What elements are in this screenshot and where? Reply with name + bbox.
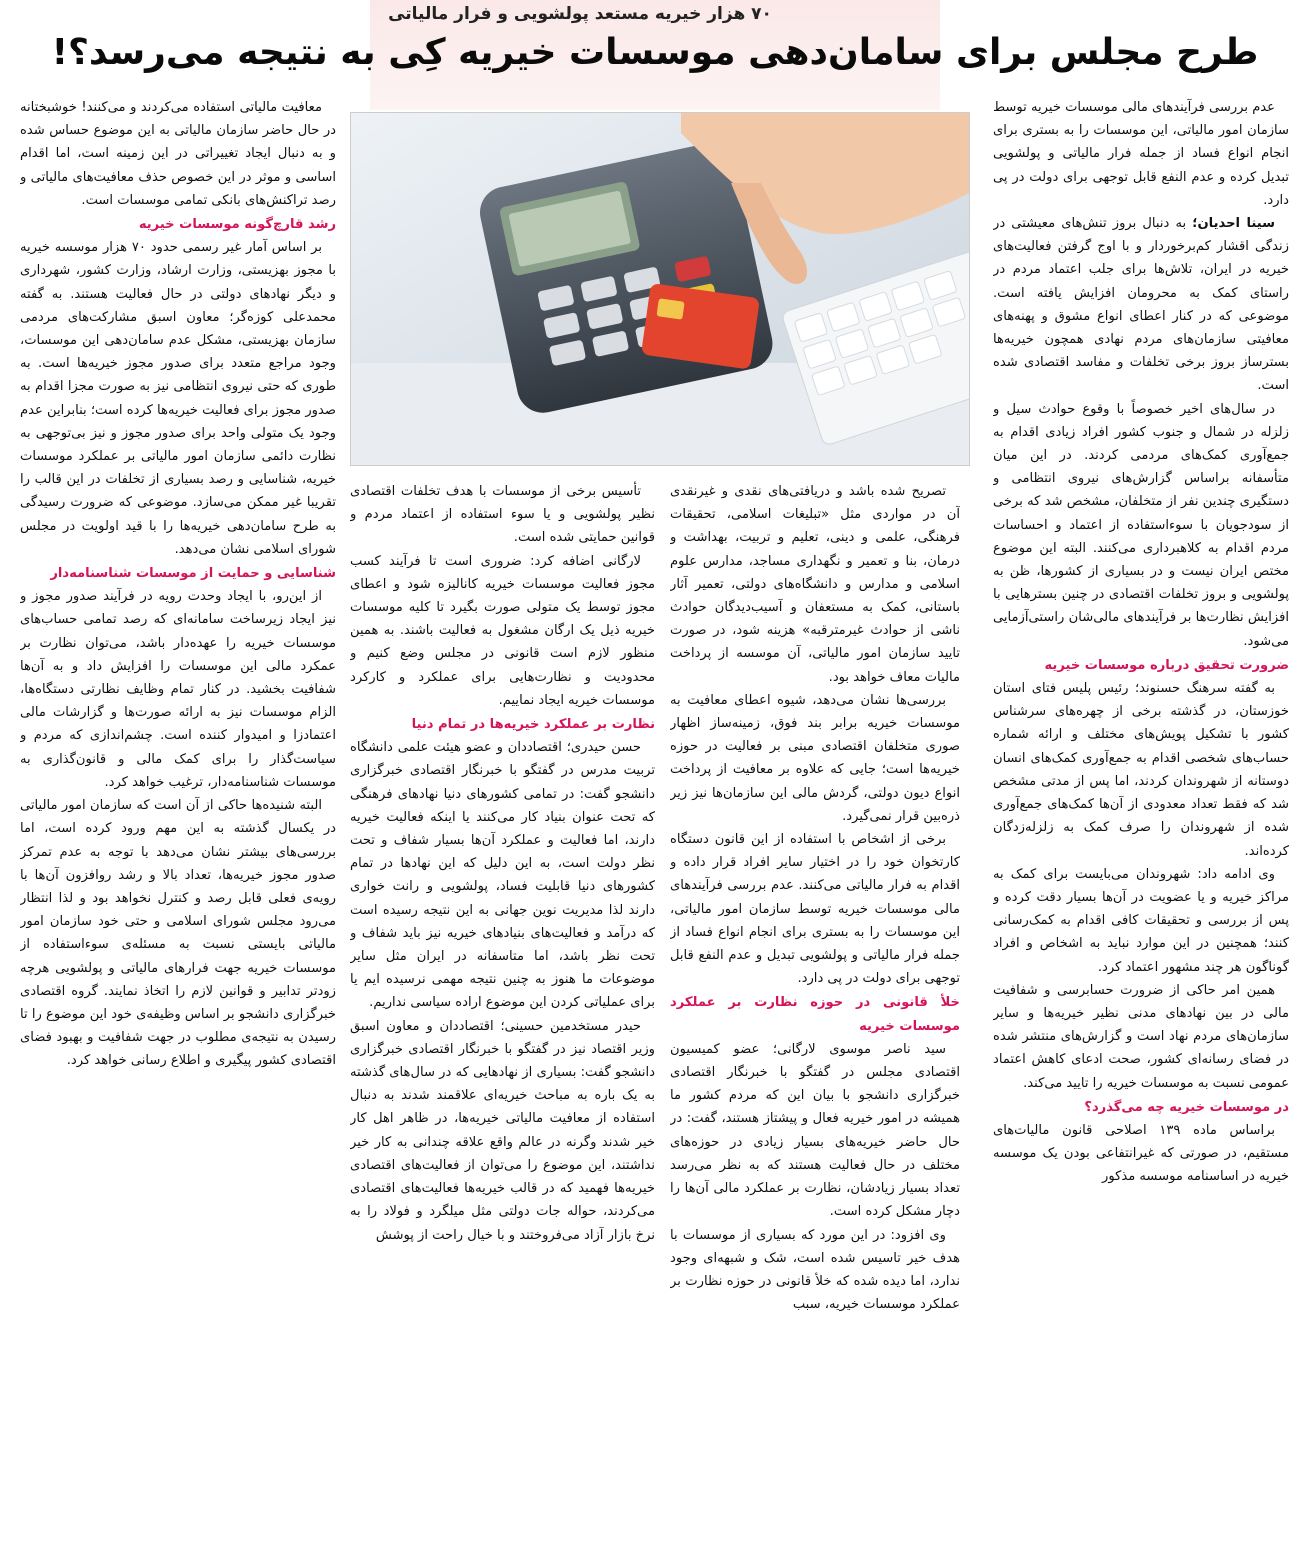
paragraph <box>993 212 1289 398</box>
paragraph: وی افزود: در این مورد که بسیاری از موسسات با هدف خیر تاسیس شده است، شک و شبهه‌ای وجود ندارد، اما دیده شده که خلأ قانونی در حوزه نظارت بر عملکرد موسسات خیریه، سبب <box>670 1227 960 1313</box>
paragraph: وی ادامه داد: شهروندان می‌بایست برای کمک به مراکز خیریه و یا عضویت در آن‌ها بسیار دقت کرده و پس از بررسی و تحقیقات کافی اقدام به کمک‌رسانی کنند؛ همچنین در این موارد نباید به اشخاص و افراد گوناگون هر چند مشهور اعتماد کرد. <box>993 866 1289 975</box>
headline: طرح مجلس برای سامان‌دهی موسسات خیریه کِی به نتیجه می‌رسد؟! <box>51 32 1259 73</box>
article-column-4 <box>20 96 336 1536</box>
paragraph: از این‌رو، با ایجاد وحدت رویه در فرآیند صدور مجوز و نیز ایجاد زیرساخت سامانه‌ای که رصد تمامی حساب‌های موسسات خیریه را عهده‌دار باشد، می‌توان نظارت بر عمکرد مالی این موسسات را افزایش داد و به آن‌ها شفافیت بخشید. در کنار تمام وظایف نظارتی دستگاه‌ها، الزام موسسات نیز به ارائه صورت‌ها و گزارشات مالی اعتمادزا و امیدوار کننده است. چشم‌اندازی که مردم و سیاست‌گذار را برای کمک مالی و قانون‌گذاری به موسسات شناسنامه‌دار، ترغیب خواهد کرد. <box>20 589 336 790</box>
subheading: رشد قارچ‌گونه موسسات خیریه <box>138 217 336 233</box>
paragraph: حیدر مستخدمین حسینی؛ اقتصاددان و معاون اسبق وزیر اقتصاد نیز در گفتگو با خبرنگار اقتصادی خبرگزاری دانشجو گفت: بسیاری از نهادهایی که در سال‌های گذشته به یک باره به مباحث خیریه‌ای علاقمند شدند به دنبال استفاده از معافیت مالیاتی خیریه‌ها، در ظاهر اهل کار خیر شدند وگرنه در عالم واقع علاقه چندانی به کار خیر نداشتند، این موضوع را می‌توان از فعالیت‌های اقتصادی خیریه‌ها فهمید که در قالب خیریه‌ها فعالیت‌های اقتصادی می‌کردند، حواله جات دولتی مثل میلگرد و فولاد را به نرخ بازار آزاد می‌فروختند و با خیال راحت از پوشش <box>350 1018 655 1243</box>
paragraph-text: به دنبال بروز تنش‌های معیشتی در زندگی اقشار کم‌برخوردار و با اوج گرفتن فعالیت‌های خیریه در ایران، تلاش‌ها برای جلب اعتماد مردم در راستای کمک به محرومان افزایش یافته است. موضوعی که در کنار اعطای انواع مشوق و پهنه‌های معافیتی سازمان‌های مردم نهادی همچون خیریه‌ها بستر‌ساز بروز برخی تخلفات و مفاسد اقتصادی شده است. <box>993 216 1289 394</box>
paragraph: سید ناصر موسوی لارگانی؛ عضو کمیسیون اقتصادی مجلس در گفتگو با خبرنگار اقتصادی خبرگزاری دانشجو با بیان این که مردم کشور ما همیشه در امور خیریه فعال و پیشتاز هستند، گفت: در حال حاضر خیریه‌های بسیار زیادی در حوزه‌های مختلف در حال فعالیت هستند که به نظر می‌رسد تعداد بسیار زیادشان، نظارت بر عملکرد مالی آن‌ها را دچار مشکل کرده است. <box>670 1041 960 1220</box>
paragraph: همین امر حاکی از ضرورت حسابرسی و شفافیت مالی در بین نهادهای مدنی نظیر خیریه‌ها و سایر سازمان‌های مردم نهاد است و گزارش‌های منتشر شده در فضای رسانه‌ای کشور، صحت ادعای کاهش اعتماد عمومی نسبت به موسسات خیریه را تایید می‌کند. <box>993 982 1289 1091</box>
paragraph: براساس ماده ۱۳۹ اصلاحی قانون مالیات‌های مستقیم، در صورتی که غیرانتفاعی بودن یک موسسه خیریه در اساسنامه موسسه مذکور <box>993 1122 1289 1185</box>
paragraph: البته شنیده‌ها حاکی از آن است که سازمان امور مالیاتی در یکسال گذشته به این مهم ورود کرده است، اما بررسی‌های بیشتر نشان می‌دهد با توجه به عدم تمرکز صدور مجوز خیریه‌ها، تعداد بالا و رشد روافزون آن‌ها با رویه‌ی فعلی قابل رصد و کنترل نخواهد بود و لذا انتظار می‌رود مجلس شورای اسلامی و حتی خود سازمان امور مالیاتی بایستی نسبت به مسئله‌ی سوءاستفاده از موسسات خیریه جهت فرارهای مالیاتی و پولشویی هرچه زودتر تدابیر و قوانین لازم را اتخاذ نمایند. گروه اقتصادی خبرگزاری دانشجو بر اساس وظیفه‌ی خود این موضوع را تا رسیدن به نتیجه‌ی مطلوب در جهت شفافیت و بهبود فضای اقتصادی کشور پیگیری و اطلاع رسانی خواهد کرد. <box>20 798 336 1069</box>
byline: سینا احدیان؛ <box>1192 216 1276 232</box>
subheading: خلأ قانونی در حوزه نظارت بر عملکرد موسسات خیریه <box>670 995 960 1034</box>
article-column-2 <box>670 480 960 1540</box>
paragraph: برخی از اشخاص با استفاده از این قانون دستگاه کارتخوان خود را در اختیار سایر افراد قرار داده و اقدام به فرار مالیاتی می‌کنند. عدم بررسی فرآیندهای مالی موسسات خیریه توسط سازمان امور مالیاتی، این موسسات را به بستری برای انجام انواع فساد از جمله فرار مالیاتی و پولشویی تبدیل و عدم النفع قابل توجهی برای دولت در پی دارد. <box>670 832 960 987</box>
paragraph: معافیت مالیاتی استفاده می‌کردند و می‌کنند! خوشبختانه در حال حاضر سازمان مالیاتی به این موضوع حساس شده و به دنبال ایجاد تغییراتی در این زمینه است، اما اقدام اساسی و موثر در این خصوص حذف معافیت‌های مالیاتی و رصد تراکنش‌های بانکی تمامی موسسات است. <box>20 100 336 208</box>
paragraph: عدم بررسی فرآیندهای مالی موسسات خیریه توسط سازمان امور مالیاتی، این موسسات را به بستری برای انجام انواع فساد از جمله فرار مالیاتی و پولشویی تبدیل کرده و عدم النفع قابل توجهی برای دولت در پی دارد. <box>993 100 1289 208</box>
paragraph: به گفته سرهنگ حسنوند؛ رئیس پلیس فتای استان خوزستان، در گذشته برخی از چهره‌های سرشناس کشور با تشکیل پویش‌های مختلف و ارائه شماره حساب‌های شخصی اقدام به جمع‌آوری کمک‌های انسان دوستانه از شهروندان کردند، اما پس از مدتی مشخص شد که فقط تعداد معدودی از آن‌ها کمک‌های جمع‌آوری شده از شهروندان را صرف کمک به زلزله‌زدگان کرده‌اند. <box>993 681 1289 859</box>
paragraph: لارگانی اضافه کرد: ضروری است تا فرآیند کسب مجوز فعالیت موسسات خیریه کانالیزه شود و اعطای مجوز توسط یک متولی صورت بگیرد تا کلیه موسسات خیریه ذیل یک ارگان مشغول به فعالیت باشند. به همین منظور لازم است قانونی در مجلس وضع کنیم و محدودیت و نظارت‌هایی برای عملکرد و کارکرد موسسات خیریه ایجاد نماییم. <box>350 553 655 708</box>
paragraph: حسن حیدری؛ اقتصاددان و عضو هیئت علمی دانشگاه تربیت مدرس در گفتگو با خبرنگار اقتصادی خبرگزاری دانشجو گفت: در تمامی کشورهای دنیا نهادهای فرهنگی که تحت عنوان بنیاد کار می‌کنند یا اینکه فعالیت خیریه دارند، اما فعالیت و عملکرد آن‌ها بسیار شفاف و تحت نظر دولت است، به این دلیل که این نهادها در تمام کشورهای دنیا قابلیت فساد، پولشویی و رانت خواری دارند لذا مدیریت نوین جهانی به این نتیجه رسیده است که درآمد و فعالیت‌های بنیادهای خیریه نیز باید شفاف و تحت نظر باشد، اما متاسفانه در ایران مثل سایر موضوعات ما هنوز به چنین نتیجه مهمی نرسیده ایم یا برای عملیاتی کردن این موضوع اراده سیاسی نداریم. <box>350 740 655 1011</box>
paragraph: بر اساس آمار غیر رسمی حدود ۷۰ هزار موسسه خیریه با مجوز بهزیستی، وزارت ارشاد، وزارت کشور، شهرداری و دیگر نهادهای دولتی در حال فعالیت هستند. به گفته محمدعلی کوزه‌گر؛ معاون اسبق مشارکت‌های مردمی سازمان بهزیستی، مشکل عدم سامان‌دهی این موسسات، وجود مراجع متعدد برای صدور مجوز خیریه‌ها است. به طوری که حتی نیروی انتظامی نیز به صورت مجزا اقدام به صدور مجوز برای فعالیت خیریه‌ها کرده است؛ بنابراین عدم وجود یک متولی واحد برای صدور مجوز و نیز بی‌توجهی به نظارت دائمی سازمان امور مالیاتی بر عملکرد موسسات خیریه، شناسایی و رصد بسیاری از تخلفات در این قالب را تقریبا غیر ممکن می‌سازد. موضوعی که ضرورت رسیدگی به طرح سامان‌دهی خیریه‌ها را با قید اولویت در مجلس شورای اسلامی نشان می‌دهد. <box>20 240 336 557</box>
subheading: شناسایی و حمایت از موسسات شناسنامه‌دار <box>50 566 336 582</box>
article-column-1 <box>993 96 1289 1536</box>
pos-terminal-icon <box>351 113 969 465</box>
paragraph: تأسیس برخی از موسسات با هدف تخلفات اقتصادی نظیر پولشویی و یا سوء استفاده از اعتماد مردم و قوانین حمایتی شده است. <box>350 484 655 546</box>
paragraph: بررسی‌ها نشان می‌دهد، شیوه اعطای معافیت به موسسات خیریه برابر بند فوق، زمینه‌ساز اظهار صوری متخلفان اقتصادی مبنی بر فعالیت در حوزه خیریه‌ها است؛ جایی که علاوه بر معافیت از پرداخت انواع دیون دولتی، گردش مالی این سازمان‌ها نیز زیر ذره‌بین قرار نمی‌گیرد. <box>670 692 960 824</box>
article-column-3 <box>350 480 655 1540</box>
subheading: در موسسات خیریه چه می‌گذرد؟ <box>1084 1099 1289 1115</box>
kicker: ۷۰ هزار خیریه مستعد پولشویی و فرار مالیاتی <box>388 4 772 24</box>
pos-terminal-photo <box>350 112 970 466</box>
subheading: نظارت بر عملکرد خیریه‌ها در تمام دنیا <box>411 717 655 733</box>
paragraph: در سال‌های اخیر خصوصاً با وقوع حوادث سیل و زلزله در شمال و جنوب کشور افراد زیادی اقدام به جمع‌آوری کمک‌های مردمی کردند. در این میان متأسفانه براساس گزارش‌های نیروی انتظامی و دستگیری چندین نفر از متخلفان، مشخص شد که برخی از سودجویان با سوءاستفاده از اعتماد و احساسات مردم اقدام به کلاهبرداری می‌کنند. البته این موضوع مختص ایران نیست و در بسیاری از کشورها، ظن به پولشویی و بروز تخلفات اقتصادی در چنین بسترهایی با افزایش نظارت‌ها بر فرآیندهای مالی‌شان راستی‌آزمایی می‌شود. <box>993 401 1289 649</box>
paragraph: تصریح شده باشد و دریافتی‌های نقدی و غیرنقدی آن در مواردی مثل «تبلیغات اسلامی، تحقیقات فرهنگی، علمی و دینی، تعلیم و تربیت، بهداشت و درمان، بنا و تعمیر و نگهداری مساجد، مدارس علوم اسلامی و مدارس و دانشگاه‌های دولتی، تعمیر آثار باستانی، کمک به مستعفان و آسیب‌دیدگان حوادث ناشی از حوادث غیرمترقبه» هزینه شود، در صورت تایید سازمان امور مالیاتی، آن موسسه از پرداخت مالیات معاف خواهد بود. <box>670 484 960 685</box>
subheading: ضرورت تحقیق درباره موسسات خیریه <box>1044 657 1289 673</box>
